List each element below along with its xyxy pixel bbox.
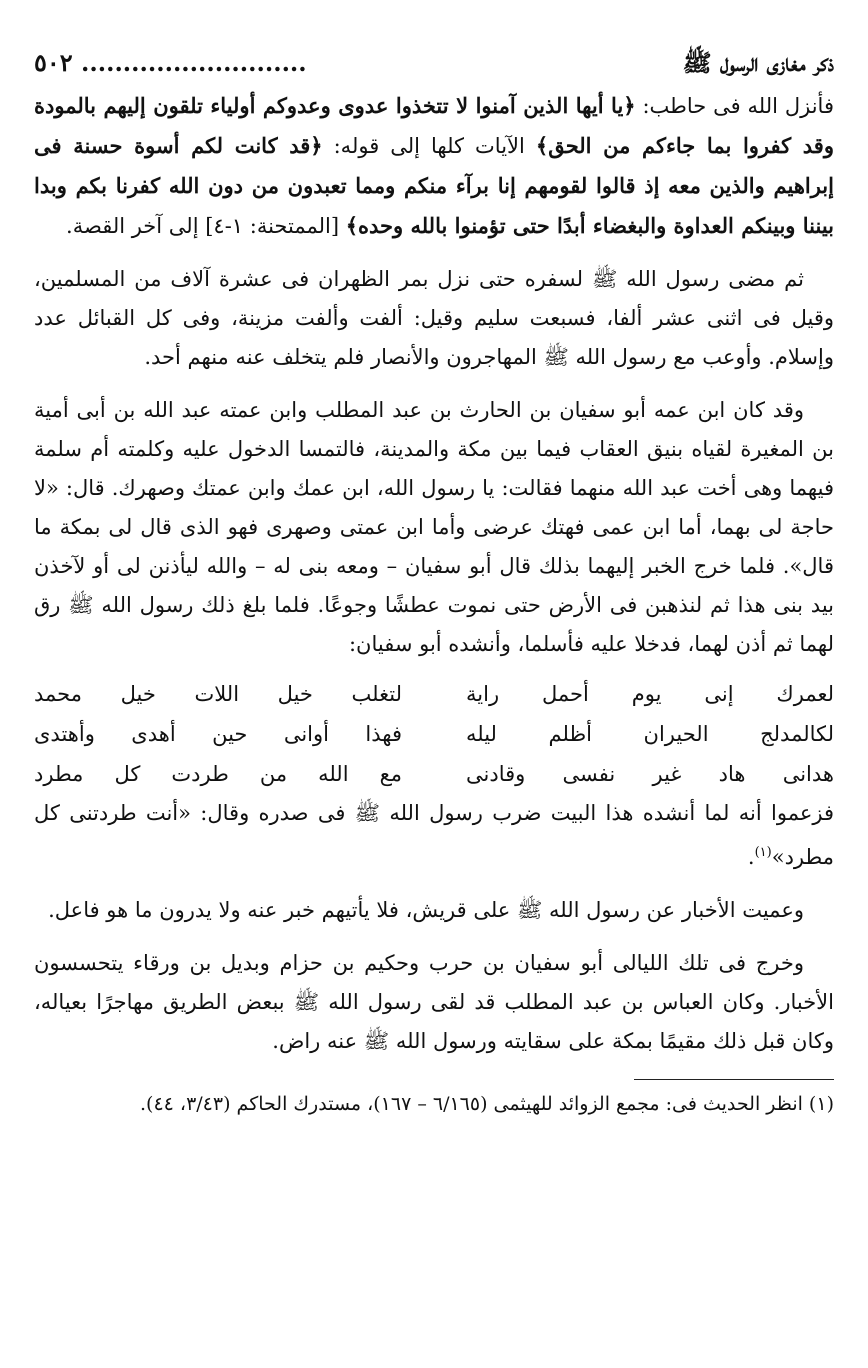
paragraph-1-tail: [الممتحنة: ١-٤] إلى آخر القصة. xyxy=(66,214,346,238)
header-dots: ........................... xyxy=(81,48,307,77)
after-poem-text: فزعموا أنه لما أنشده هذا البيت ضرب رسول الله ﷺ فى صدره وقال: «أنت طردتنى كل مطرد» xyxy=(34,801,834,869)
poem xyxy=(34,674,834,794)
paragraph-1-lead: فأنزل الله فى حاطب: xyxy=(635,94,834,118)
quran-quote-2: ﴿قد كانت لكم أسوة حسنة فى إبراهيم والذين معه إذ قالوا لقومهم إنا برآء منكم ومما تعبدون من دون الله كفرنا بكم وبدا بيننا وبينكم العداوة والبغضاء أبدًا حتى تؤمنوا بالله وحده﴾ xyxy=(34,133,834,238)
paragraph-5: وخرج فى تلك الليالى أبو سفيان بن حرب وحكيم بن حزام وبديل بن ورقاء يتحسسون الأخبار. وكان العباس بن عبد المطلب قد لقى رسول الله ﷺ ببعض الطريق مهاجرًا بعياله، وكان قبل ذلك مقيمًا بمكة على سقايته ورسول الله ﷺ عنه راض. xyxy=(34,951,834,1053)
poem-line-3 xyxy=(34,754,834,794)
paragraph-3: وقد كان ابن عمه أبو سفيان بن الحارث بن عبد المطلب وابن عمته عبد الله بن أبى أمية بن المغيرة لقياه بنيق العقاب فيما بين مكة والمدينة، فالتمسا الدخول عليه وكلمته أم سلمة فيهما وهى أخت عبد الله منهما فقالت: يا رسول الله، ابن عمك وابن عمتك وصهرك. قال: «لا حاجة لى بهما، أما ابن عمى فهتك عرضى وأما ابن عمتى وصهرى فهو الذى قال لى بمكة ما قال». فلما خرج الخبر إليهما بذلك قال أبو سفيان – ومعه بنى له – والله ليأذنن لى أو لآخذن بيد بنى هذا ثم لنذهبن فى الأرض حتى نموت عطشًا وجوعًا. فلما بلغ ذلك رسول الله ﷺ رق لهما ثم أذن لهما، فدخلا عليه فأسلما، وأنشده أبو سفيان: xyxy=(34,398,834,656)
paragraph-1 xyxy=(34,86,834,246)
page-number-group xyxy=(34,40,307,86)
poem-hemistich-left: فهذا أوانى حين أهدى وأهتدى xyxy=(34,722,402,746)
poem-hemistich-right: لكالمدلج الحيران أظلم ليله xyxy=(466,722,834,746)
poem-hemistich-right: لعمرك إنى يوم أحمل راية xyxy=(466,682,834,706)
footnote-reference: (١) xyxy=(754,845,772,860)
running-title: ذكر مغازى الرسول ﷺ xyxy=(682,48,834,77)
poem-hemistich-left: لتغلب خيل اللات خيل محمد xyxy=(34,682,402,706)
poem-line-1 xyxy=(34,674,834,714)
footnote: (١) انظر الحديث فى: مجمع الزوائد للهيثمى (٦/١٦٥ – ١٦٧)، مستدرك الحاكم (٣/٤٣، ٤٤). xyxy=(140,1093,834,1115)
book-page xyxy=(34,40,834,1340)
paragraph-4: وعميت الأخبار عن رسول الله ﷺ على قريش، فلا يأتيهم خبر عنه ولا يدرون ما هو فاعل. xyxy=(48,898,804,922)
paragraph-after-poem: فزعموا أنه لما أنشده هذا البيت ضرب رسول الله ﷺ فى صدره وقال: «أنت طردتنى كل مطرد»$^{(١)}$. xyxy=(34,801,834,869)
poem-line-2 xyxy=(34,714,834,754)
quran-quote-1: ﴿يا أيها الذين آمنوا لا تتخذوا عدوى وعدوكم أولياء تلقون إليهم بالمودة وقد كفروا بما جاءكم من الحق﴾ xyxy=(34,93,834,158)
footnote-divider xyxy=(634,1079,834,1080)
page-number: ٥٠٢ xyxy=(34,48,73,77)
paragraph-1-mid: الآيات كلها إلى قوله: xyxy=(322,134,536,158)
poem-hemistich-left: مع الله من طردت كل مطرد xyxy=(34,762,402,786)
poem-hemistich-right: هدانى هاد غير نفسى وقادنى xyxy=(466,762,834,786)
paragraph-2: ثم مضى رسول الله ﷺ لسفره حتى نزل بمر الظهران فى عشرة آلاف من المسلمين، وقيل فى اثنى عشر ألفا، فسبعت سليم وقيل: ألفت وألفت مزينة، وفى كل القبائل عدد وإسلام. وأوعب مع رسول الله ﷺ المهاجرون والأنصار فلم يتخلف عنه منهم أحد. xyxy=(34,267,834,369)
page-header xyxy=(34,40,834,86)
